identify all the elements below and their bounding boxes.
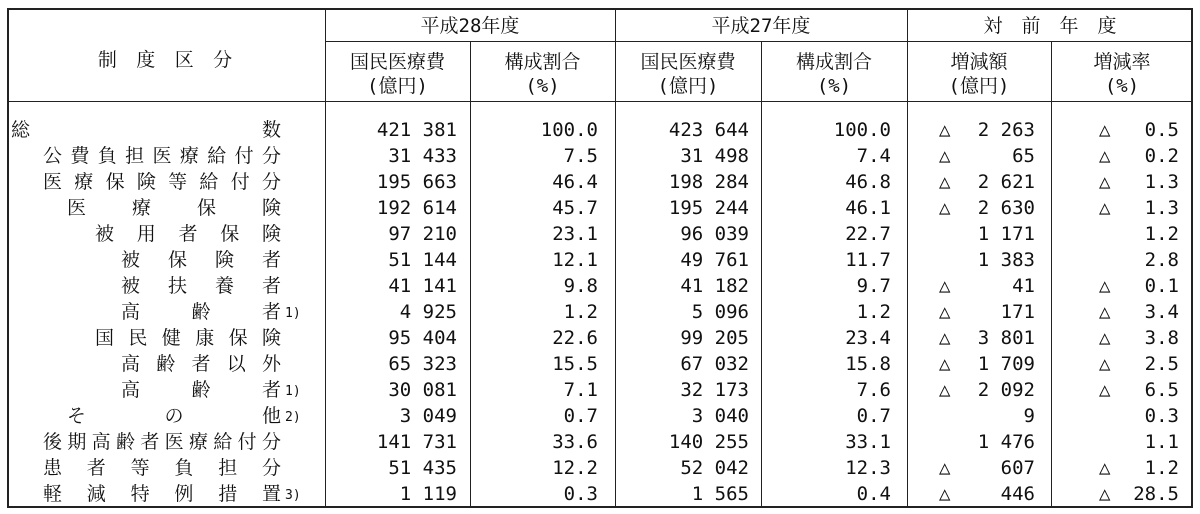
rate-cell: 1.1 (1144, 431, 1179, 453)
medical-cost-table (7, 8, 1193, 508)
share-2016-cell: 33.6 (552, 431, 598, 453)
row-label: 被 用 者 保 険 (95, 224, 281, 244)
header-divider (325, 41, 1191, 42)
header-bottom-rule (9, 101, 1191, 102)
header-share-2015: 構成割合 (795, 51, 872, 73)
cost-2015-cell: 1 565 (691, 483, 749, 505)
share-2016-cell: 0.3 (563, 483, 598, 505)
rate-cell: 0.2 (1144, 145, 1179, 167)
rate-cell: 1.2 (1144, 457, 1179, 479)
share-2016-cell: 45.7 (552, 197, 598, 219)
row-label: 医療保険等給付分 (43, 172, 281, 192)
share-2016-cell: 100.0 (540, 119, 598, 141)
diff-cell: 9 (1023, 405, 1035, 427)
row-label: 患 者 等 負 担 分 (43, 458, 281, 478)
decrease-mark: △ (939, 379, 951, 401)
cost-2016-cell: 30 081 (388, 379, 457, 401)
decrease-mark: △ (939, 119, 951, 141)
header-cost-unit-2015: (億円) (657, 75, 719, 97)
rate-cell: 0.5 (1144, 119, 1179, 141)
share-2015-cell: 46.8 (845, 171, 891, 193)
diff-cell: 1 171 (977, 223, 1035, 245)
rate-cell: 0.3 (1144, 405, 1179, 427)
row-label: 公費負担医療給付分 (43, 146, 281, 166)
diff-cell: 3 801 (977, 327, 1035, 349)
cost-2015-cell: 96 039 (680, 223, 749, 245)
cost-2016-cell: 31 433 (388, 145, 457, 167)
share-2015-cell: 11.7 (845, 249, 891, 271)
cost-2015-cell: 31 498 (680, 145, 749, 167)
cost-2015-cell: 41 182 (680, 275, 749, 297)
share-2015-cell: 0.7 (856, 405, 891, 427)
share-2016-cell: 22.6 (552, 327, 598, 349)
rate-cell: 0.1 (1144, 275, 1179, 297)
diff-cell: 2 630 (977, 197, 1035, 219)
cost-2016-cell: 421 381 (376, 119, 457, 141)
share-2015-cell: 1.2 (856, 301, 891, 323)
diff-cell: 446 (1000, 483, 1035, 505)
cost-2015-cell: 3 040 (691, 405, 749, 427)
header-cost-unit-2016: (億円) (367, 75, 428, 97)
decrease-mark: △ (939, 353, 951, 375)
decrease-mark: △ (1099, 483, 1111, 505)
rate-cell: 28.5 (1133, 483, 1179, 505)
decrease-mark: △ (1099, 275, 1111, 297)
share-2015-cell: 100.0 (833, 119, 891, 141)
share-2015-cell: 12.3 (845, 457, 891, 479)
decrease-mark: △ (1099, 197, 1111, 219)
cost-2016-cell: 95 404 (388, 327, 457, 349)
share-2016-cell: 1.2 (563, 301, 598, 323)
share-2015-cell: 23.4 (845, 327, 891, 349)
row-label: 高齢者以外 (121, 354, 281, 374)
row-label: 後期高齢者医療給付分 (43, 432, 281, 452)
diff-cell: 41 (1012, 275, 1035, 297)
row-label: 高 齢 者 (121, 302, 281, 322)
share-2016-cell: 12.1 (552, 249, 598, 271)
cost-2015-cell: 198 284 (668, 171, 749, 193)
share-2016-cell: 12.2 (552, 457, 598, 479)
row-footnote-ref: 1) (285, 306, 301, 321)
rate-cell: 2.8 (1144, 249, 1179, 271)
cost-2016-cell: 195 663 (376, 171, 457, 193)
decrease-mark: △ (1099, 353, 1111, 375)
share-2016-cell: 23.1 (552, 223, 598, 245)
share-2015-cell: 7.4 (856, 145, 891, 167)
row-footnote-ref: 3) (285, 488, 301, 503)
share-2016-cell: 46.4 (552, 171, 598, 193)
rate-cell: 3.8 (1144, 327, 1179, 349)
header-share-unit-2015: (%) (816, 75, 852, 97)
decrease-mark: △ (1099, 145, 1111, 167)
share-2016-cell: 7.1 (563, 379, 598, 401)
cost-2015-cell: 195 244 (668, 197, 749, 219)
decrease-mark: △ (1099, 171, 1111, 193)
row-footnote-ref: 1) (285, 384, 301, 399)
diff-cell: 1 383 (977, 249, 1035, 271)
diff-cell: 1 476 (977, 431, 1035, 453)
decrease-mark: △ (1099, 119, 1111, 141)
header-fy2015: 平成27年度 (711, 15, 811, 37)
cost-2016-cell: 97 210 (388, 223, 457, 245)
diff-cell: 2 092 (977, 379, 1035, 401)
header-category: 制 度 区 分 (97, 49, 237, 71)
row-label: 被 扶 養 者 (121, 276, 281, 296)
rate-cell: 1.2 (1144, 223, 1179, 245)
share-2015-cell: 0.4 (856, 483, 891, 505)
decrease-mark: △ (1099, 301, 1111, 323)
cost-2016-cell: 41 141 (388, 275, 457, 297)
decrease-mark: △ (1099, 379, 1111, 401)
share-2016-cell: 15.5 (552, 353, 598, 375)
rate-cell: 6.5 (1144, 379, 1179, 401)
cost-2016-cell: 1 119 (399, 483, 457, 505)
header-diff-unit: (億円) (948, 75, 1010, 97)
cost-2015-cell: 67 032 (680, 353, 749, 375)
row-label: 国民健康保険 (95, 328, 281, 348)
diff-cell: 171 (1000, 301, 1035, 323)
row-footnote-ref: 2) (285, 410, 301, 425)
header-cost-2016: 国民医療費 (349, 51, 445, 73)
header-yoy: 対 前 年 度 (983, 15, 1117, 37)
decrease-mark: △ (939, 457, 951, 479)
rate-cell: 3.4 (1144, 301, 1179, 323)
decrease-mark: △ (939, 301, 951, 323)
share-2015-cell: 7.6 (856, 379, 891, 401)
cost-2016-cell: 192 614 (376, 197, 457, 219)
cost-2015-cell: 140 255 (668, 431, 749, 453)
cost-2015-cell: 49 761 (680, 249, 749, 271)
header-share-2016: 構成割合 (504, 51, 581, 73)
share-2016-cell: 0.7 (563, 405, 598, 427)
diff-cell: 65 (1012, 145, 1035, 167)
decrease-mark: △ (1099, 327, 1111, 349)
share-2015-cell: 33.1 (845, 431, 891, 453)
decrease-mark: △ (939, 483, 951, 505)
rate-cell: 1.3 (1144, 171, 1179, 193)
rate-cell: 2.5 (1144, 353, 1179, 375)
decrease-mark: △ (939, 145, 951, 167)
cost-2015-cell: 99 205 (680, 327, 749, 349)
diff-cell: 2 621 (977, 171, 1035, 193)
share-2015-cell: 15.8 (845, 353, 891, 375)
cost-2016-cell: 3 049 (399, 405, 457, 427)
cost-2015-cell: 32 173 (680, 379, 749, 401)
diff-cell: 2 263 (977, 119, 1035, 141)
share-2015-cell: 22.7 (845, 223, 891, 245)
header-cost-2015: 国民医療費 (640, 51, 736, 73)
decrease-mark: △ (939, 171, 951, 193)
header-rate: 増減率 (1093, 51, 1151, 73)
share-2015-cell: 9.7 (856, 275, 891, 297)
share-2015-cell: 46.1 (845, 197, 891, 219)
cost-2016-cell: 51 144 (388, 249, 457, 271)
decrease-mark: △ (939, 275, 951, 297)
share-2016-cell: 7.5 (563, 145, 598, 167)
row-label: 軽 減 特 例 措 置 (43, 484, 281, 504)
diff-cell: 607 (1000, 457, 1035, 479)
share-2016-cell: 9.8 (563, 275, 598, 297)
decrease-mark: △ (939, 197, 951, 219)
header-fy2016: 平成28年度 (420, 15, 520, 37)
header-rate-unit: (%) (1104, 75, 1140, 97)
row-label: 高 齢 者 (121, 380, 281, 400)
row-label: 被 保 険 者 (121, 250, 281, 270)
cost-2016-cell: 65 323 (388, 353, 457, 375)
header-diff: 増減額 (950, 51, 1008, 73)
decrease-mark: △ (939, 327, 951, 349)
cost-2016-cell: 4 925 (399, 301, 457, 323)
row-label: 総 数 (11, 120, 281, 140)
header-share-unit-2016: (%) (525, 75, 560, 97)
cost-2016-cell: 141 731 (376, 431, 457, 453)
diff-cell: 1 709 (977, 353, 1035, 375)
cost-2015-cell: 52 042 (680, 457, 749, 479)
row-label: 医 療 保 険 (67, 198, 281, 218)
decrease-mark: △ (1099, 457, 1111, 479)
cost-2015-cell: 423 644 (668, 119, 749, 141)
rate-cell: 1.3 (1144, 197, 1179, 219)
cost-2015-cell: 5 096 (691, 301, 749, 323)
cost-2016-cell: 51 435 (388, 457, 457, 479)
row-label: そ の 他 (67, 406, 281, 426)
